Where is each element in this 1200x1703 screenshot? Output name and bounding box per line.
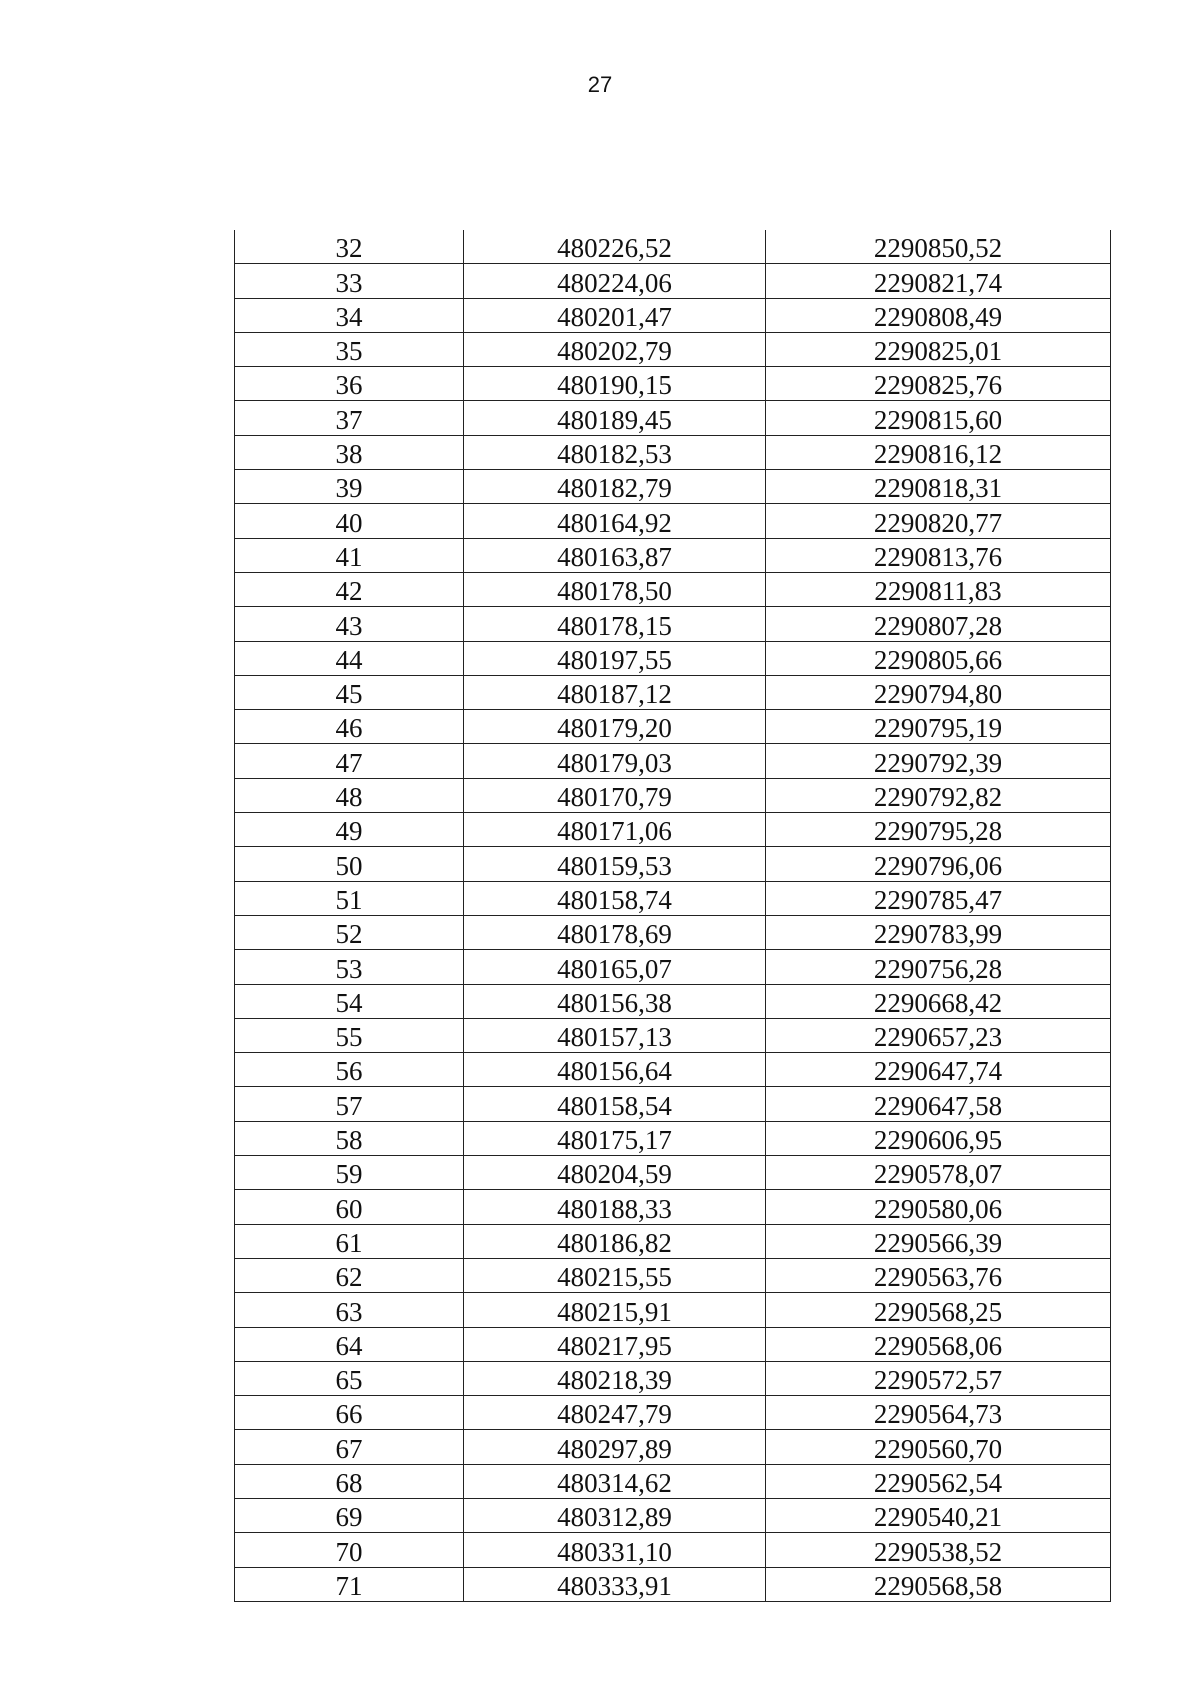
y-coordinate-cell: 2290647,58 xyxy=(766,1087,1111,1121)
table-row xyxy=(235,915,1111,949)
x-coordinate-cell: 480333,91 xyxy=(464,1567,766,1601)
x-coordinate-cell: 480190,15 xyxy=(464,367,766,401)
x-coordinate-cell: 480189,45 xyxy=(464,401,766,435)
point-number-cell: 53 xyxy=(235,950,464,984)
point-number-cell: 70 xyxy=(235,1533,464,1567)
y-coordinate-cell: 2290783,99 xyxy=(766,915,1111,949)
point-number-cell: 32 xyxy=(235,230,464,264)
table-row xyxy=(235,435,1111,469)
point-number-cell: 66 xyxy=(235,1396,464,1430)
table-row xyxy=(235,504,1111,538)
point-number-cell: 37 xyxy=(235,401,464,435)
table-row xyxy=(235,1430,1111,1464)
x-coordinate-cell: 480218,39 xyxy=(464,1361,766,1395)
table-row xyxy=(235,813,1111,847)
table-row xyxy=(235,984,1111,1018)
coordinates-table-body xyxy=(235,230,1111,1601)
x-coordinate-cell: 480226,52 xyxy=(464,230,766,264)
table-row xyxy=(235,675,1111,709)
point-number-cell: 40 xyxy=(235,504,464,538)
y-coordinate-cell: 2290560,70 xyxy=(766,1430,1111,1464)
y-coordinate-cell: 2290821,74 xyxy=(766,264,1111,298)
x-coordinate-cell: 480157,13 xyxy=(464,1018,766,1052)
x-coordinate-cell: 480202,79 xyxy=(464,332,766,366)
y-coordinate-cell: 2290564,73 xyxy=(766,1396,1111,1430)
y-coordinate-cell: 2290540,21 xyxy=(766,1498,1111,1532)
y-coordinate-cell: 2290792,82 xyxy=(766,778,1111,812)
point-number-cell: 34 xyxy=(235,298,464,332)
point-number-cell: 49 xyxy=(235,813,464,847)
x-coordinate-cell: 480314,62 xyxy=(464,1464,766,1498)
y-coordinate-cell: 2290785,47 xyxy=(766,881,1111,915)
table-row xyxy=(235,1018,1111,1052)
point-number-cell: 62 xyxy=(235,1258,464,1292)
table-row xyxy=(235,778,1111,812)
table-row xyxy=(235,538,1111,572)
table-row xyxy=(235,710,1111,744)
y-coordinate-cell: 2290606,95 xyxy=(766,1121,1111,1155)
x-coordinate-cell: 480215,91 xyxy=(464,1293,766,1327)
x-coordinate-cell: 480197,55 xyxy=(464,641,766,675)
x-coordinate-cell: 480331,10 xyxy=(464,1533,766,1567)
x-coordinate-cell: 480215,55 xyxy=(464,1258,766,1292)
table-row xyxy=(235,1533,1111,1567)
point-number-cell: 67 xyxy=(235,1430,464,1464)
point-number-cell: 59 xyxy=(235,1156,464,1190)
y-coordinate-cell: 2290562,54 xyxy=(766,1464,1111,1498)
point-number-cell: 46 xyxy=(235,710,464,744)
y-coordinate-cell: 2290815,60 xyxy=(766,401,1111,435)
point-number-cell: 38 xyxy=(235,435,464,469)
table-row xyxy=(235,881,1111,915)
x-coordinate-cell: 480179,03 xyxy=(464,744,766,778)
x-coordinate-cell: 480158,54 xyxy=(464,1087,766,1121)
point-number-cell: 71 xyxy=(235,1567,464,1601)
table-row xyxy=(235,744,1111,778)
point-number-cell: 58 xyxy=(235,1121,464,1155)
y-coordinate-cell: 2290808,49 xyxy=(766,298,1111,332)
table-row xyxy=(235,1156,1111,1190)
x-coordinate-cell: 480170,79 xyxy=(464,778,766,812)
y-coordinate-cell: 2290825,76 xyxy=(766,367,1111,401)
table-row xyxy=(235,332,1111,366)
x-coordinate-cell: 480201,47 xyxy=(464,298,766,332)
x-coordinate-cell: 480217,95 xyxy=(464,1327,766,1361)
point-number-cell: 33 xyxy=(235,264,464,298)
y-coordinate-cell: 2290568,25 xyxy=(766,1293,1111,1327)
point-number-cell: 48 xyxy=(235,778,464,812)
y-coordinate-cell: 2290818,31 xyxy=(766,470,1111,504)
table-row xyxy=(235,1293,1111,1327)
point-number-cell: 54 xyxy=(235,984,464,1018)
y-coordinate-cell: 2290568,58 xyxy=(766,1567,1111,1601)
x-coordinate-cell: 480171,06 xyxy=(464,813,766,847)
y-coordinate-cell: 2290795,19 xyxy=(766,710,1111,744)
y-coordinate-cell: 2290805,66 xyxy=(766,641,1111,675)
x-coordinate-cell: 480178,15 xyxy=(464,607,766,641)
y-coordinate-cell: 2290816,12 xyxy=(766,435,1111,469)
point-number-cell: 35 xyxy=(235,332,464,366)
y-coordinate-cell: 2290578,07 xyxy=(766,1156,1111,1190)
point-number-cell: 43 xyxy=(235,607,464,641)
table-row xyxy=(235,1224,1111,1258)
x-coordinate-cell: 480186,82 xyxy=(464,1224,766,1258)
point-number-cell: 36 xyxy=(235,367,464,401)
table-row xyxy=(235,1327,1111,1361)
point-number-cell: 39 xyxy=(235,470,464,504)
table-row xyxy=(235,1464,1111,1498)
point-number-cell: 55 xyxy=(235,1018,464,1052)
y-coordinate-cell: 2290668,42 xyxy=(766,984,1111,1018)
y-coordinate-cell: 2290811,83 xyxy=(766,572,1111,606)
table-row xyxy=(235,230,1111,264)
x-coordinate-cell: 480188,33 xyxy=(464,1190,766,1224)
point-number-cell: 52 xyxy=(235,915,464,949)
x-coordinate-cell: 480182,53 xyxy=(464,435,766,469)
y-coordinate-cell: 2290566,39 xyxy=(766,1224,1111,1258)
point-number-cell: 69 xyxy=(235,1498,464,1532)
table-row xyxy=(235,1190,1111,1224)
table-row xyxy=(235,847,1111,881)
x-coordinate-cell: 480165,07 xyxy=(464,950,766,984)
table-row xyxy=(235,1567,1111,1601)
table-row xyxy=(235,1121,1111,1155)
x-coordinate-cell: 480178,69 xyxy=(464,915,766,949)
x-coordinate-cell: 480159,53 xyxy=(464,847,766,881)
y-coordinate-cell: 2290538,52 xyxy=(766,1533,1111,1567)
point-number-cell: 68 xyxy=(235,1464,464,1498)
table-row xyxy=(235,1498,1111,1532)
point-number-cell: 60 xyxy=(235,1190,464,1224)
x-coordinate-cell: 480175,17 xyxy=(464,1121,766,1155)
table-row xyxy=(235,1053,1111,1087)
point-number-cell: 65 xyxy=(235,1361,464,1395)
point-number-cell: 56 xyxy=(235,1053,464,1087)
y-coordinate-cell: 2290813,76 xyxy=(766,538,1111,572)
x-coordinate-cell: 480156,64 xyxy=(464,1053,766,1087)
table-row xyxy=(235,1396,1111,1430)
y-coordinate-cell: 2290794,80 xyxy=(766,675,1111,709)
y-coordinate-cell: 2290792,39 xyxy=(766,744,1111,778)
x-coordinate-cell: 480297,89 xyxy=(464,1430,766,1464)
point-number-cell: 61 xyxy=(235,1224,464,1258)
point-number-cell: 41 xyxy=(235,538,464,572)
y-coordinate-cell: 2290756,28 xyxy=(766,950,1111,984)
y-coordinate-cell: 2290795,28 xyxy=(766,813,1111,847)
page-number: 27 xyxy=(587,72,613,97)
y-coordinate-cell: 2290647,74 xyxy=(766,1053,1111,1087)
x-coordinate-cell: 480158,74 xyxy=(464,881,766,915)
point-number-cell: 63 xyxy=(235,1293,464,1327)
table-row xyxy=(235,1087,1111,1121)
table-row xyxy=(235,401,1111,435)
table-row xyxy=(235,264,1111,298)
table-row xyxy=(235,1361,1111,1395)
x-coordinate-cell: 480182,79 xyxy=(464,470,766,504)
x-coordinate-cell: 480179,20 xyxy=(464,710,766,744)
y-coordinate-cell: 2290820,77 xyxy=(766,504,1111,538)
x-coordinate-cell: 480312,89 xyxy=(464,1498,766,1532)
x-coordinate-cell: 480187,12 xyxy=(464,675,766,709)
table-row xyxy=(235,367,1111,401)
point-number-cell: 45 xyxy=(235,675,464,709)
table-row xyxy=(235,607,1111,641)
y-coordinate-cell: 2290563,76 xyxy=(766,1258,1111,1292)
table-row xyxy=(235,641,1111,675)
x-coordinate-cell: 480204,59 xyxy=(464,1156,766,1190)
y-coordinate-cell: 2290657,23 xyxy=(766,1018,1111,1052)
y-coordinate-cell: 2290568,06 xyxy=(766,1327,1111,1361)
point-number-cell: 47 xyxy=(235,744,464,778)
point-number-cell: 57 xyxy=(235,1087,464,1121)
table-row xyxy=(235,1258,1111,1292)
y-coordinate-cell: 2290825,01 xyxy=(766,332,1111,366)
y-coordinate-cell: 2290796,06 xyxy=(766,847,1111,881)
coordinates-table xyxy=(234,230,1111,1602)
table-row xyxy=(235,572,1111,606)
table-row xyxy=(235,950,1111,984)
table-row xyxy=(235,470,1111,504)
x-coordinate-cell: 480247,79 xyxy=(464,1396,766,1430)
x-coordinate-cell: 480224,06 xyxy=(464,264,766,298)
point-number-cell: 50 xyxy=(235,847,464,881)
y-coordinate-cell: 2290807,28 xyxy=(766,607,1111,641)
y-coordinate-cell: 2290580,06 xyxy=(766,1190,1111,1224)
x-coordinate-cell: 480163,87 xyxy=(464,538,766,572)
y-coordinate-cell: 2290572,57 xyxy=(766,1361,1111,1395)
x-coordinate-cell: 480178,50 xyxy=(464,572,766,606)
point-number-cell: 51 xyxy=(235,881,464,915)
point-number-cell: 42 xyxy=(235,572,464,606)
point-number-cell: 64 xyxy=(235,1327,464,1361)
point-number-cell: 44 xyxy=(235,641,464,675)
y-coordinate-cell: 2290850,52 xyxy=(766,230,1111,264)
table-row xyxy=(235,298,1111,332)
x-coordinate-cell: 480164,92 xyxy=(464,504,766,538)
x-coordinate-cell: 480156,38 xyxy=(464,984,766,1018)
